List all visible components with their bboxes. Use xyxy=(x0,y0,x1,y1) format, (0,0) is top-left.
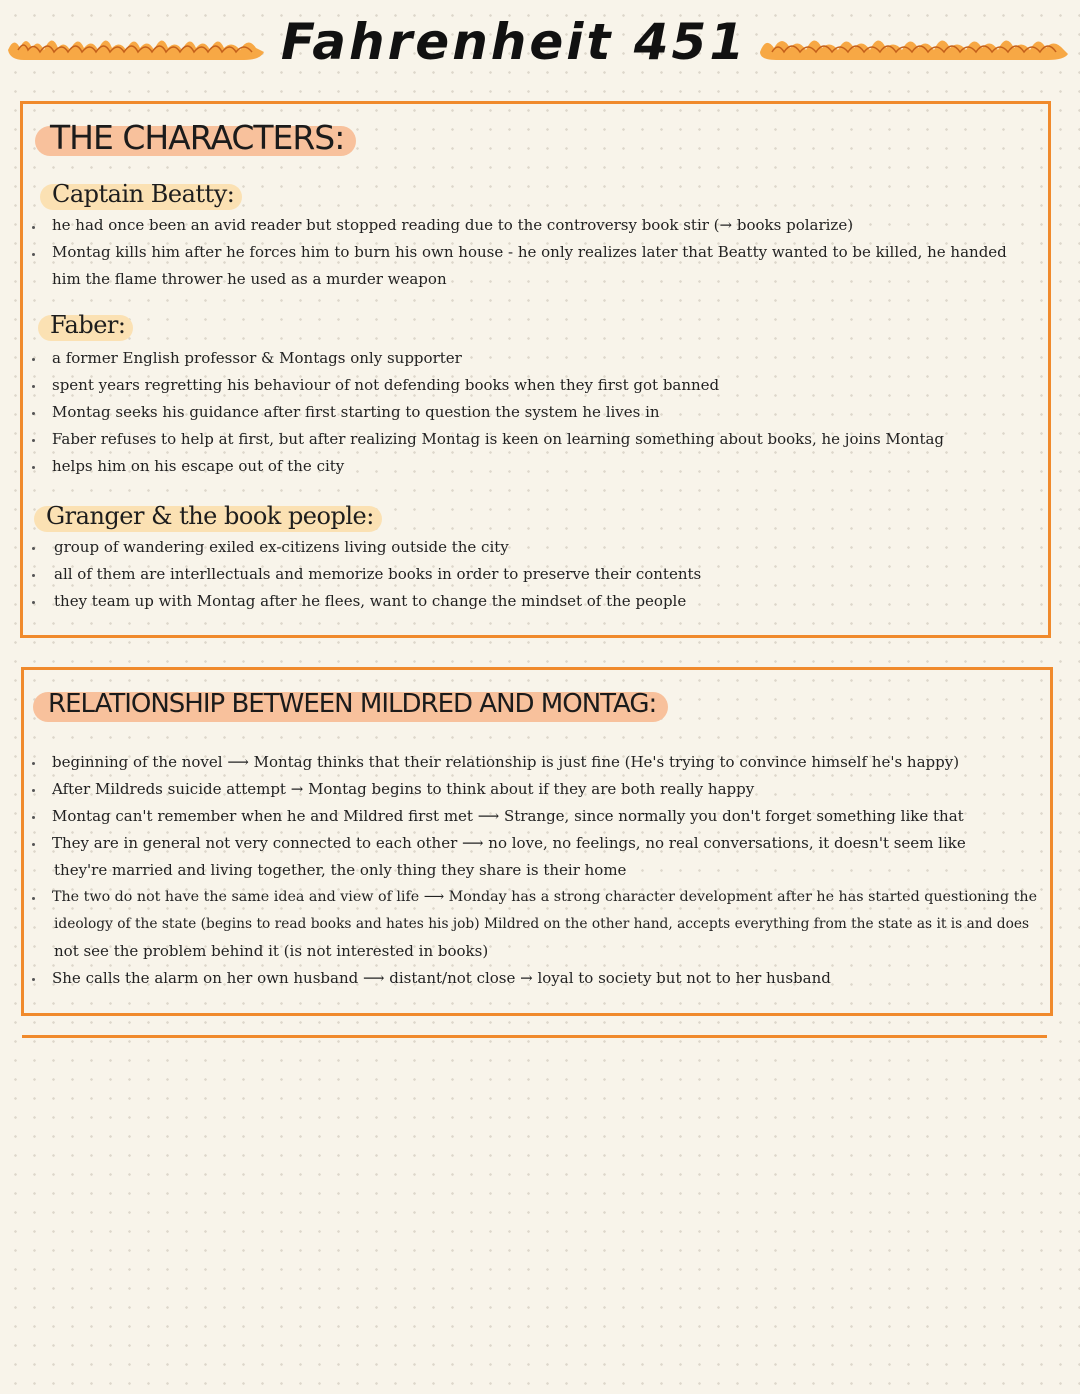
title-row xyxy=(0,10,1080,74)
flame-decoration-right-icon xyxy=(752,28,1072,64)
bullet-dot-icon xyxy=(32,439,35,442)
relationship-line: they're married and living together, the only thing they share is their home xyxy=(54,861,627,879)
faber-line: Montag seeks his guidance after first starting to question the system he lives in xyxy=(52,403,660,421)
faber-line: spent years regretting his behaviour of not defending books when they first got banned xyxy=(52,376,720,394)
bullet-dot-icon xyxy=(32,466,35,469)
bullet-dot-icon xyxy=(32,358,35,361)
granger-line: all of them are interllectuals and memorize books in order to preserve their contents xyxy=(54,565,702,583)
bullet-dot-icon xyxy=(32,226,35,229)
characters-heading xyxy=(35,116,356,160)
bullet-dot-icon xyxy=(32,574,35,577)
relationship-line: They are in general not very connected to each other ⟶ no love, no feelings, no real conversations, it doesn't seem like xyxy=(52,834,966,852)
bullet-dot-icon xyxy=(32,897,35,900)
faber-subheading xyxy=(38,307,133,343)
relationship-line: She calls the alarm on her own husband ⟶ distant/not close → loyal to society but not to her husband xyxy=(52,969,831,987)
bullet-dot-icon xyxy=(32,843,35,846)
bullet-dot-icon xyxy=(32,789,35,792)
granger-subheading xyxy=(34,498,382,534)
relationship-line: ideology of the state (begins to read books and hates his job) Mildred on the other hand, accepts everything from the state as it is and does xyxy=(54,916,1030,932)
granger-subheading-text: Granger & the book people: xyxy=(46,502,374,530)
faber-line: helps him on his escape out of the city xyxy=(52,457,345,475)
bottom-divider xyxy=(22,1035,1047,1038)
relationship-line: beginning of the novel ⟶ Montag thinks that their relationship is just fine (He's trying to convince himself he's happy) xyxy=(52,753,960,771)
bullet-dot-icon xyxy=(32,762,35,765)
beatty-line: he had once been an avid reader but stopped reading due to the controversy book stir (→ books polarize) xyxy=(52,216,854,234)
relationship-line: After Mildreds suicide attempt → Montag begins to think about if they are both really happy xyxy=(52,780,755,798)
beatty-line: Montag kills him after he forces him to burn his own house - he only realizes later that Beatty wanted to be killed, he handed xyxy=(52,243,1007,261)
relationship-heading xyxy=(33,682,668,726)
bullet-dot-icon xyxy=(32,978,35,981)
flame-decoration-left-icon xyxy=(4,28,268,64)
relationship-line: Montag can't remember when he and Mildred first met ⟶ Strange, since normally you don't forget something like that xyxy=(52,807,964,825)
granger-line: group of wandering exiled ex-citizens living outside the city xyxy=(54,538,509,556)
bullet-dot-icon xyxy=(32,601,35,604)
bullet-dot-icon xyxy=(32,547,35,550)
relationship-heading-text: RELATIONSHIP BETWEEN MILDRED AND MONTAG: xyxy=(48,689,657,719)
beatty-line: him the flame thrower he used as a murder weapon xyxy=(52,270,447,288)
beatty-subheading-text: Captain Beatty: xyxy=(52,180,235,208)
bullet-dot-icon xyxy=(32,253,35,256)
granger-line: they team up with Montag after he flees, want to change the mindset of the people xyxy=(54,592,687,610)
bullet-dot-icon xyxy=(32,816,35,819)
relationship-line: not see the problem behind it (is not interested in books) xyxy=(54,942,489,960)
relationship-line: The two do not have the same idea and view of life ⟶ Monday has a strong character development after he has started questioning the xyxy=(52,889,1038,905)
bullet-dot-icon xyxy=(32,385,35,388)
bullet-dot-icon xyxy=(32,412,35,415)
characters-heading-text: THE CHARACTERS: xyxy=(50,118,345,157)
faber-line: a former English professor & Montags only supporter xyxy=(52,349,462,367)
page-title: Fahrenheit 451 xyxy=(280,13,748,71)
faber-subheading-text: Faber: xyxy=(50,311,126,339)
beatty-subheading xyxy=(40,176,242,212)
faber-line: Faber refuses to help at first, but after realizing Montag is keen on learning something about books, he joins Montag xyxy=(52,430,945,448)
